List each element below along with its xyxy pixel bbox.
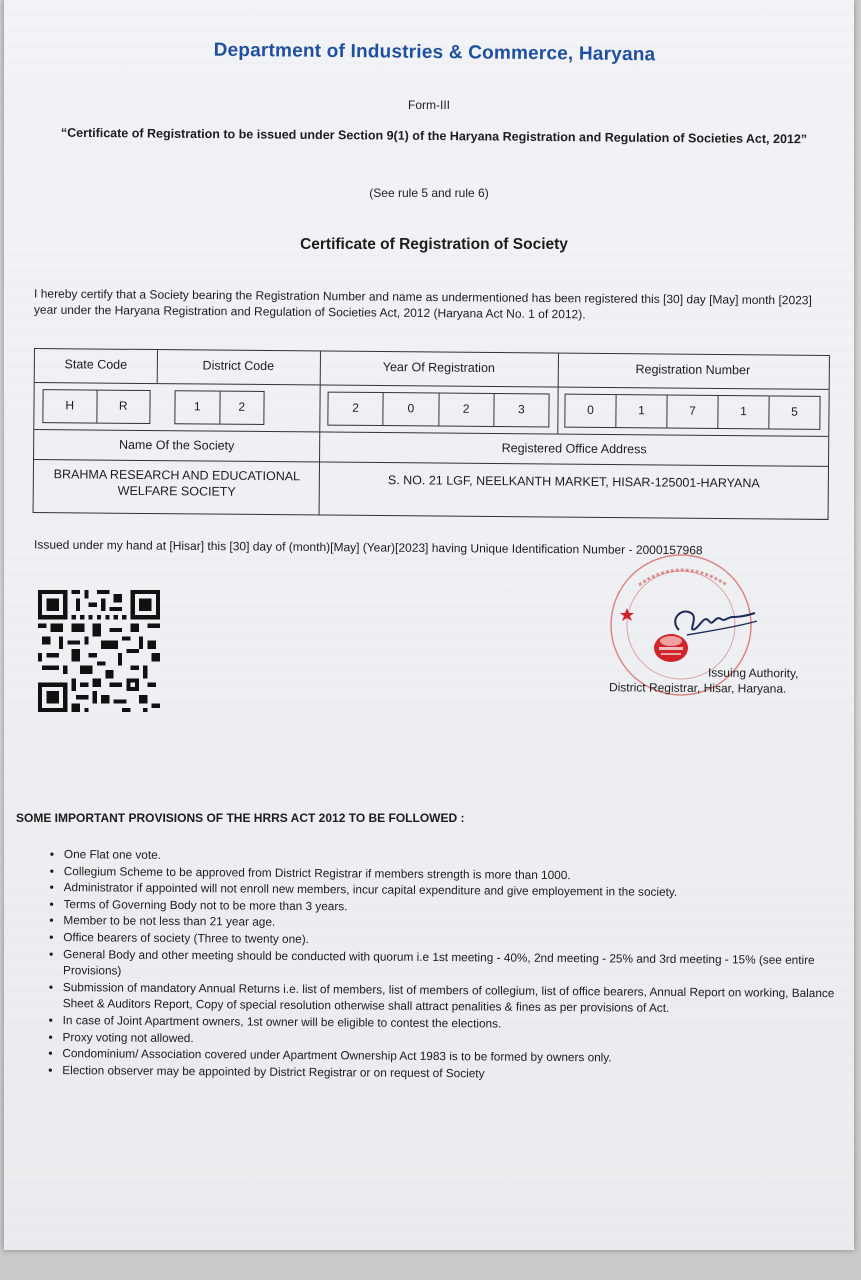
provisions-list <box>48 846 840 1085</box>
provisions-heading: SOME IMPORTANT PROVISIONS OF THE HRRS ACT 2012 TO BE FOLLOWED : <box>16 811 465 825</box>
issuing-authority: Issuing Authority, <box>707 665 799 681</box>
district-code-char: 1 <box>175 391 220 423</box>
office-address-value: S. NO. 21 LGF, NEELKANTH MARKET, HISAR-125001-HARYANA <box>387 473 760 491</box>
provision-item: • One Flat one vote. <box>50 846 840 869</box>
state-code-label: State Code <box>64 357 128 372</box>
society-name-value: BRAHMA RESEARCH AND EDUCATIONAL WELFARE SOCIETY <box>53 467 301 499</box>
year-char: 0 <box>384 393 440 425</box>
provision-item: • In case of Joint Apartment owners, 1st owner will be eligible to contest the elections. <box>49 1012 839 1035</box>
registration-number-boxes <box>564 394 820 430</box>
state-code-boxes <box>42 389 150 424</box>
registration-number-char: 1 <box>718 396 769 428</box>
provision-item: • Election observer may be appointed by District Registrar or on request of Society <box>48 1062 838 1085</box>
registration-number-char: 1 <box>616 395 667 427</box>
registration-table <box>33 348 830 520</box>
provision-item: • Terms of Governing Body not to be more than 3 years. <box>49 896 839 919</box>
qr-code <box>38 590 160 712</box>
provision-item: • Administrator if appointed will not enroll new members, incur capital expenditure and give employement in the society. <box>50 879 840 902</box>
table-divider <box>35 382 829 390</box>
signature <box>675 611 755 630</box>
see-rule-note: (See rule 5 and rule 6) <box>369 186 489 200</box>
certificate-heading: “Certificate of Registration to be issued under Section 9(1) of the Haryana Registration and Regulation of Societies Act, 2012” <box>60 125 808 147</box>
form-number: Form-III <box>408 98 450 112</box>
year-boxes <box>327 392 549 428</box>
table-divider <box>319 351 321 514</box>
district-code-label: District Code <box>202 358 275 374</box>
provision-item: • Office bearers of society (Three to twenty one). <box>49 929 839 952</box>
provision-item: • Proxy voting not allowed. <box>48 1029 838 1052</box>
issued-statement: Issued under my hand at [Hisar] this [30] day of (month)[May] (Year)[2023] having Unique Identification Number - 2000157968 <box>33 537 703 558</box>
table-divider <box>34 459 828 467</box>
year-label: Year Of Registration <box>382 360 495 376</box>
table-divider <box>34 429 828 437</box>
year-char: 2 <box>439 394 495 426</box>
district-code-char: 2 <box>238 399 246 414</box>
society-name-label: Name Of the Society <box>118 437 235 453</box>
year-char: 2 <box>328 393 384 425</box>
registration-number-char: 5 <box>791 404 798 419</box>
registration-number-char: 7 <box>667 396 718 428</box>
certify-statement: I hereby certify that a Society bearing the Registration Number and name as undermentioned has been registered this [30] day [May] month [2023] year under the Haryana Registration and Regulation of Societies Act, 2012 (Haryana Act No. 1 of 2012). <box>33 286 812 322</box>
state-code-char: H <box>43 390 97 422</box>
provision-item: • Member to be not less than 21 year age. <box>49 912 839 935</box>
department-title: Department of Industries & Commerce, Haryana <box>213 39 656 66</box>
registration-number-char: 0 <box>565 395 616 427</box>
provision-item: • Condominium/ Association covered under Apartment Ownership Act 1983 is to be formed by owners only. <box>48 1045 838 1068</box>
provision-item: • Submission of mandatory Annual Returns i.e. list of members, list of members of collegium, list of office bearers, Annual Report on working, Balance Sheet & Auditors Report, Copy of special resolution otherwise shall attract penalities & fines as per provisions of Act. <box>49 979 839 1018</box>
office-address-label: Registered Office Address <box>501 441 647 457</box>
state-code-char: R <box>118 398 128 413</box>
provision-item: • Collegium Scheme to be approved from District Registrar if members strength is more than 1000. <box>50 863 840 886</box>
certificate-title: Certificate of Registration of Society <box>300 236 568 253</box>
year-char: 3 <box>517 402 525 417</box>
provision-item: • General Body and other meeting should be conducted with quorum i.e 1st meeting - 40%, 2nd meeting - 25% and 3rd meeting - 15% (see entire Provisions) <box>49 946 839 985</box>
district-code-boxes <box>174 390 264 425</box>
registration-number-label: Registration Number <box>635 362 751 378</box>
district-registrar: District Registrar, Hisar, Haryana. <box>608 680 787 696</box>
certificate-paper <box>4 0 854 1250</box>
